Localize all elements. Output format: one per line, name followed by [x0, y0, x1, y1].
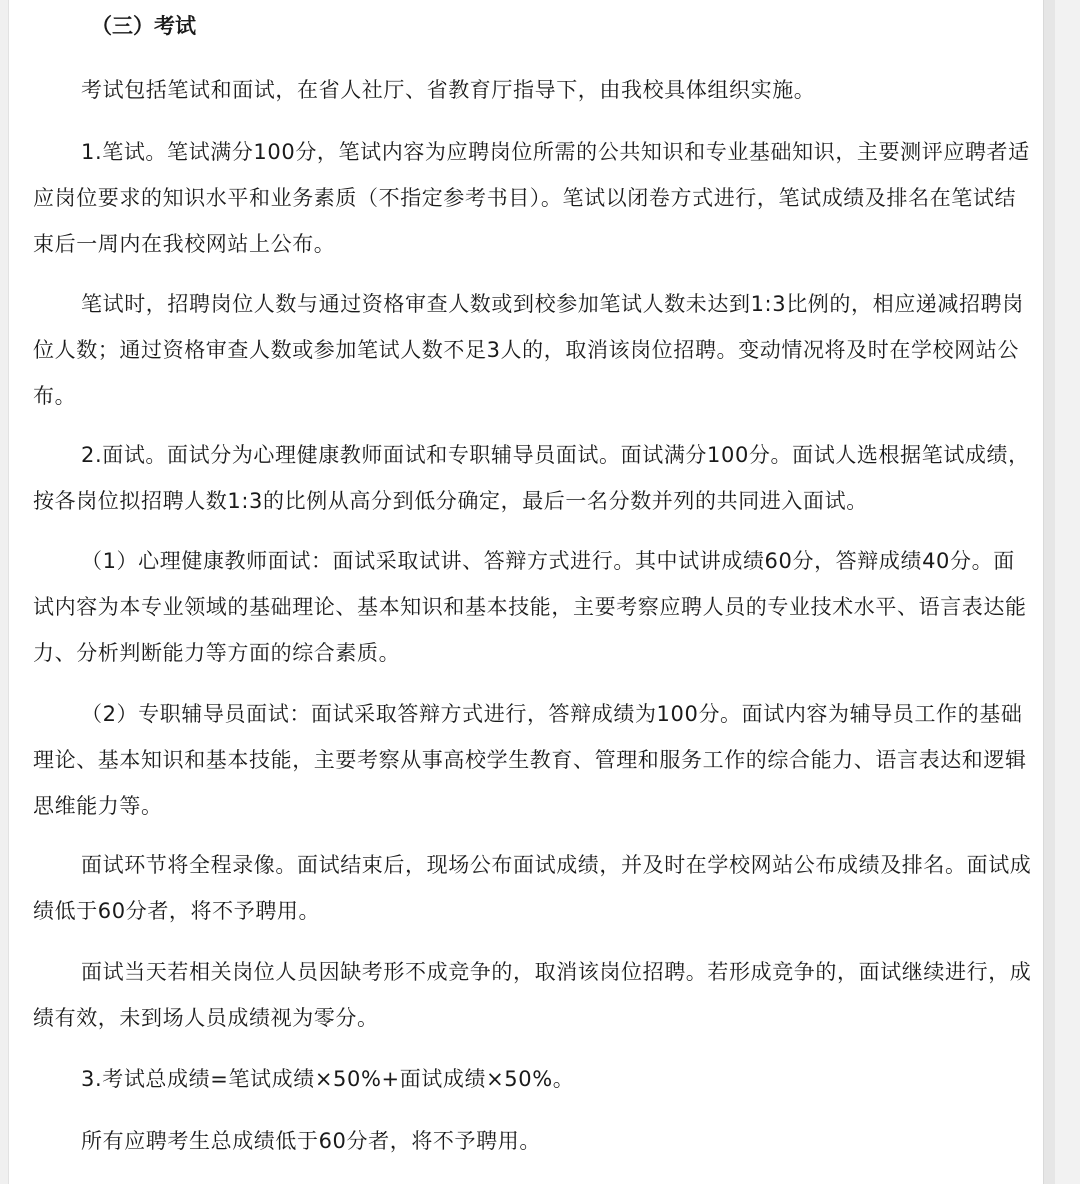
paragraph-minimum-score: 所有应聘考生总成绩低于60分者，将不予聘用。 — [81, 1129, 541, 1153]
scrollbar-track[interactable] — [1043, 0, 1055, 1184]
paragraph-counselor-interview: （2）专职辅导员面试：面试采取答辩方式进行，答辩成绩为100分。面试内容为辅导员工作的基础理论、基本知识和基本技能，主要考察从事高校学生教育、管理和服务工作的综合能力、语言表达和逻辑思维能力等。 — [33, 702, 1027, 818]
paragraph-exam-intro: 考试包括笔试和面试，在省人社厅、省教育厅指导下，由我校具体组织实施。 — [81, 78, 816, 102]
paragraph-absent-candidates: 面试当天若相关岗位人员因缺考形不成竞争的，取消该岗位招聘。若形成竞争的，面试继续进行，成绩有效，未到场人员成绩视为零分。 — [33, 960, 1032, 1030]
section-heading: （三）考试 — [91, 14, 196, 38]
paragraph-written-exam: 1.笔试。笔试满分100分，笔试内容为应聘岗位所需的公共知识和专业基础知识，主要测评应聘者适应岗位要求的知识水平和业务素质（不指定参考书目）。笔试以闭卷方式进行，笔试成绩及排名在笔试结束后一周内在我校网站上公布。 — [33, 140, 1030, 256]
paragraph-written-exam-ratio: 笔试时，招聘岗位人数与通过资格审查人数或到校参加笔试人数未达到1:3比例的，相应递减招聘岗位人数；通过资格审查人数或参加笔试人数不足3人的，取消该岗位招聘。变动情况将及时在学校网站公布。 — [33, 292, 1024, 408]
paragraph-interview: 2.面试。面试分为心理健康教师面试和专职辅导员面试。面试满分100分。面试人选根据笔试成绩，按各岗位拟招聘人数1:3的比例从高分到低分确定，最后一名分数并列的共同进入面试。 — [33, 443, 1030, 513]
paragraph-interview-recording: 面试环节将全程录像。面试结束后，现场公布面试成绩，并及时在学校网站公布成绩及排名。面试成绩低于60分者，将不予聘用。 — [33, 853, 1032, 923]
paragraph-psych-teacher-interview: （1）心理健康教师面试：面试采取试讲、答辩方式进行。其中试讲成绩60分，答辩成绩40分。面试内容为本专业领域的基础理论、基本知识和基本技能，主要考察应聘人员的专业技术水平、语言表达能力、分析判断能力等方面的综合素质。 — [33, 549, 1027, 665]
document-page — [8, 0, 1044, 1184]
paragraph-total-score: 3.考试总成绩=笔试成绩×50%+面试成绩×50%。 — [81, 1067, 575, 1091]
